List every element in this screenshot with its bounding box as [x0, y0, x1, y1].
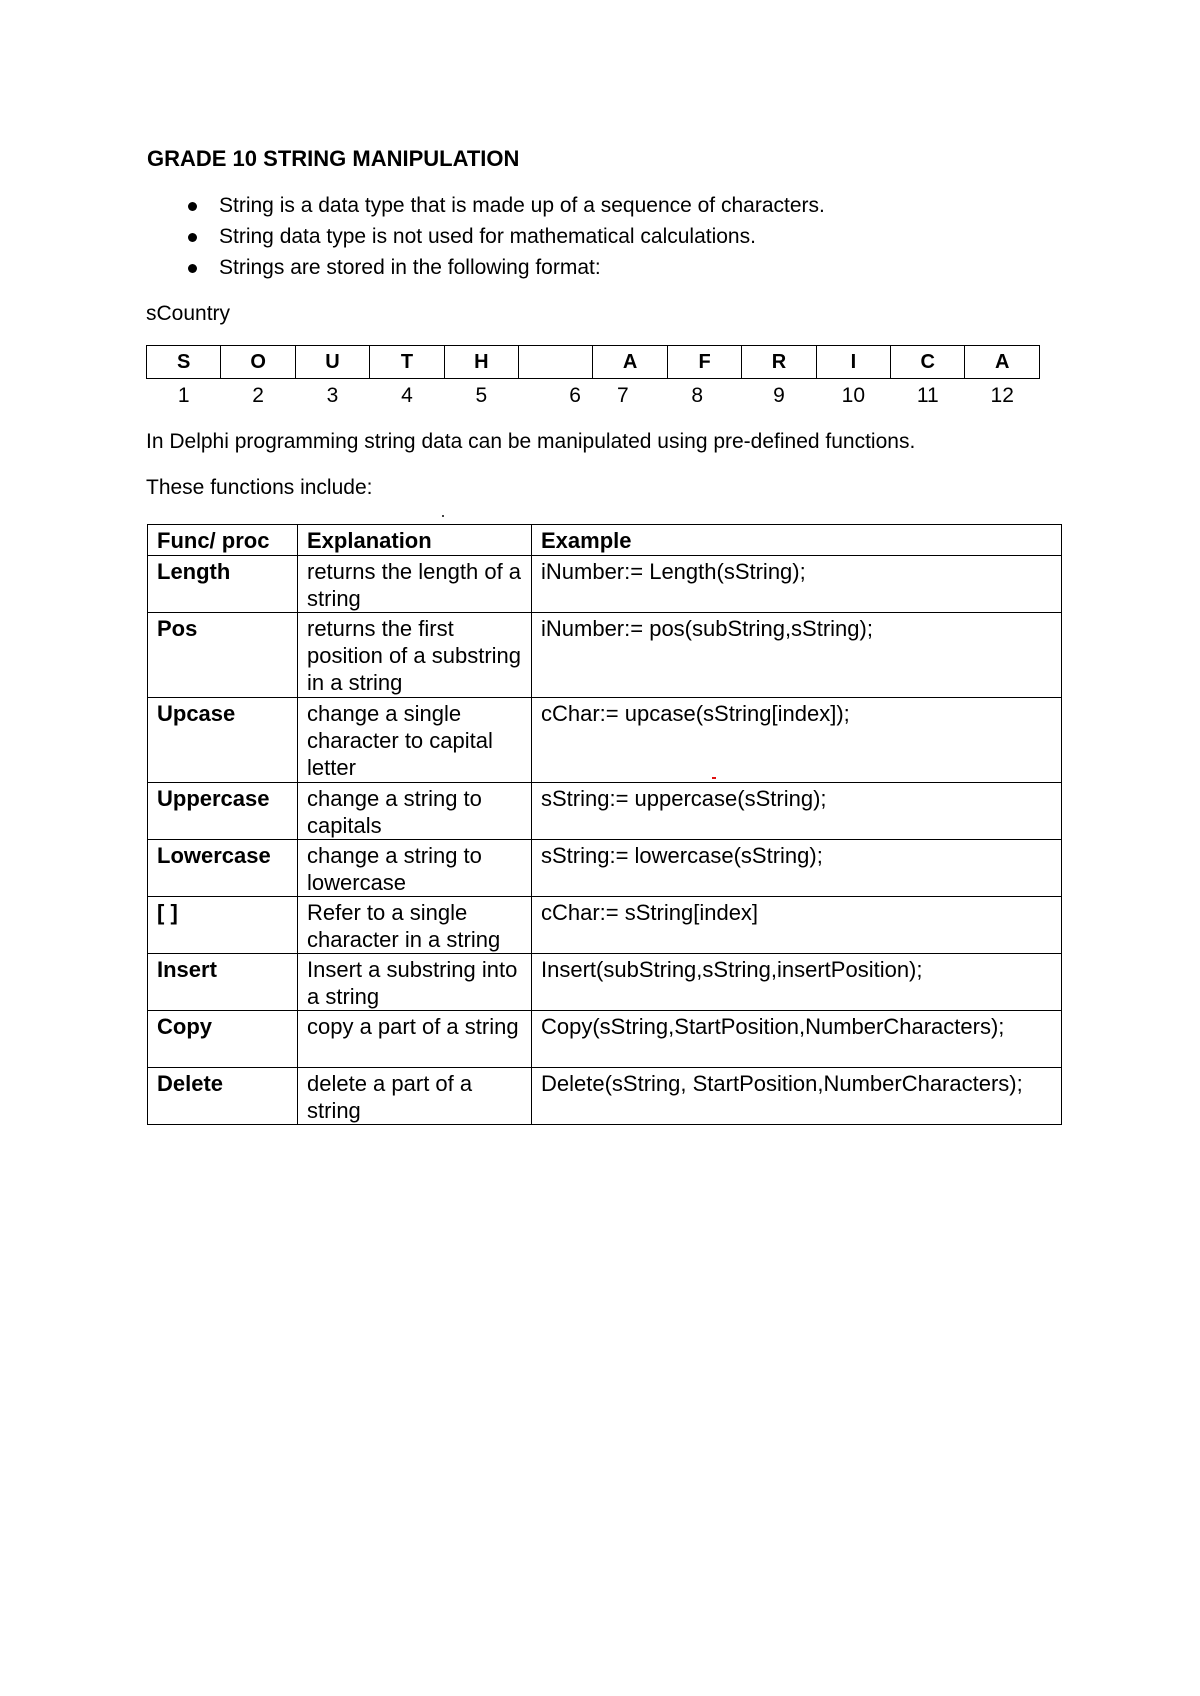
- bullet-list: [147, 190, 825, 283]
- position-row: [147, 379, 1040, 414]
- func-example: cChar:= sString[index]: [532, 897, 1062, 954]
- position-cell: 8: [691, 384, 704, 407]
- func-explanation: returns the length of a string: [298, 556, 532, 613]
- func-name: Delete: [148, 1068, 298, 1125]
- func-explanation: change a string to lowercase: [298, 840, 532, 897]
- func-example: Insert(subString,sString,insertPosition);: [532, 954, 1062, 1011]
- functions-intro: These functions include:: [146, 476, 373, 499]
- func-explanation: Insert a substring into a string: [298, 954, 532, 1011]
- position-cell: 9: [773, 384, 785, 407]
- func-example: iNumber:= Length(sString);: [532, 556, 1062, 613]
- func-example: cChar:= upcase(sString[index]);: [532, 698, 1062, 783]
- bullet-item: Strings are stored in the following format:: [147, 252, 825, 283]
- func-example: sString:= uppercase(sString);: [532, 783, 1062, 840]
- position-cell: 4: [401, 384, 413, 407]
- char-cell: T: [370, 346, 444, 379]
- table-row: [148, 897, 1062, 954]
- header-example: Example: [532, 525, 1062, 556]
- table-row: [148, 613, 1062, 698]
- header-func: Func/ proc: [148, 525, 298, 556]
- table-row: [148, 840, 1062, 897]
- variable-name: sCountry: [146, 302, 231, 325]
- table-row: [148, 556, 1062, 613]
- func-name: Insert: [148, 954, 298, 1011]
- table-row: [148, 783, 1062, 840]
- char-cell: F: [667, 346, 741, 379]
- func-name: Uppercase: [148, 783, 298, 840]
- char-cell: R: [742, 346, 816, 379]
- func-name: Copy: [148, 1011, 298, 1068]
- func-name: Upcase: [148, 698, 298, 783]
- func-example: iNumber:= pos(subString,sString);: [532, 613, 1062, 698]
- char-cell: U: [295, 346, 369, 379]
- char-cell: C: [891, 346, 965, 379]
- char-cell: [519, 346, 593, 379]
- table-row: [148, 954, 1062, 1011]
- position-cell: 6: [569, 384, 581, 407]
- position-cell: 1: [177, 384, 190, 407]
- red-pen-mark: [712, 777, 716, 779]
- char-cell: A: [965, 346, 1040, 379]
- func-explanation: change a single character to capital letter: [298, 698, 532, 783]
- func-explanation: Refer to a single character in a string: [298, 897, 532, 954]
- position-cell: 3: [326, 384, 339, 407]
- functions-table: [147, 524, 1062, 1125]
- position-cell: 7: [616, 384, 629, 407]
- table-row: [148, 698, 1062, 783]
- char-cell: I: [816, 346, 890, 379]
- char-cell: H: [444, 346, 518, 379]
- header-explanation: Explanation: [298, 525, 532, 556]
- position-cell: 5: [475, 384, 488, 407]
- intro-paragraph: In Delphi programming string data can be manipulated using pre-defined functions.: [146, 430, 916, 453]
- position-cell: 11: [916, 384, 939, 407]
- position-cell: 12: [990, 384, 1014, 407]
- func-name: Pos: [148, 613, 298, 698]
- char-cell: A: [593, 346, 667, 379]
- table-header-row: [148, 525, 1062, 556]
- char-cell: S: [147, 346, 221, 379]
- stray-dot: [442, 515, 444, 517]
- table-row: [148, 1068, 1062, 1125]
- func-name: [ ]: [148, 897, 298, 954]
- func-explanation: returns the first position of a substring in a string: [298, 613, 532, 698]
- bullet-item: String is a data type that is made up of a sequence of characters.: [147, 190, 825, 221]
- position-cell: 10: [841, 384, 866, 407]
- page-title: GRADE 10 STRING MANIPULATION: [147, 146, 520, 171]
- func-name: Lowercase: [148, 840, 298, 897]
- func-example: sString:= lowercase(sString);: [532, 840, 1062, 897]
- char-cell: O: [221, 346, 295, 379]
- character-row: [147, 346, 1040, 379]
- character-table: [146, 345, 1040, 413]
- func-explanation: change a string to capitals: [298, 783, 532, 840]
- func-name: Length: [148, 556, 298, 613]
- func-explanation: delete a part of a string: [298, 1068, 532, 1125]
- func-explanation: copy a part of a string: [298, 1011, 532, 1068]
- position-cell: 2: [252, 384, 264, 407]
- func-example: Delete(sString, StartPosition,NumberCharacters);: [532, 1068, 1062, 1125]
- table-row: [148, 1011, 1062, 1068]
- bullet-item: String data type is not used for mathematical calculations.: [147, 221, 825, 252]
- func-example: Copy(sString,StartPosition,NumberCharacters);: [532, 1011, 1062, 1068]
